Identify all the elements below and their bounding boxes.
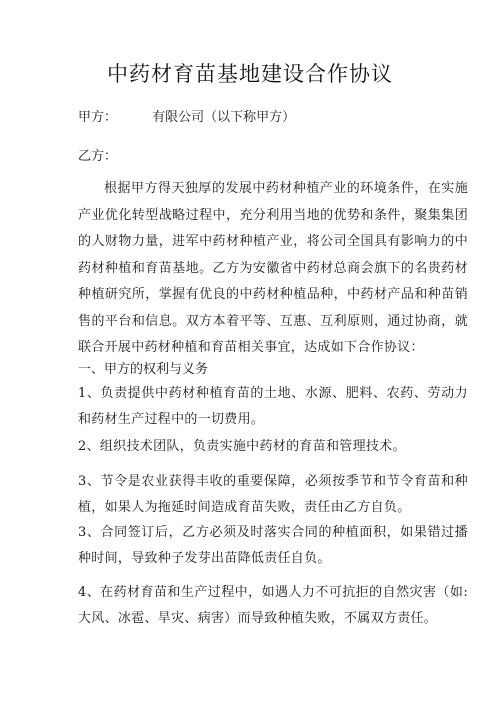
party-a-value: 有限公司（以下称甲方）	[152, 110, 296, 125]
clause-3b: 3、合同签订后，乙方必须及时落实合同的种植面积，如果错过播种时间，导致种子发芽出苗降低责任自负。	[78, 525, 468, 566]
party-a-label: 甲方：	[78, 110, 118, 125]
party-b-label: 乙方：	[78, 149, 118, 164]
party-b-line	[78, 145, 148, 164]
section-one-heading: 一、甲方的权利与义务	[78, 362, 209, 377]
intro-paragraph: 根据甲方得天独厚的发展中药材种植产业的环境条件，在实施产业优化转型战略过程中，充分利用当地的优势和条件，聚集集团的人财物力量，进军中药材种植产业，将公司全国具有影响力的中药材种植和育苗基地。乙方为安徽省中药材总商会旗下的名贵药材种植研究所，掌握有优良的中药材种植品种，中药材产品和种苗销售的平台和信息。双方本着平等、互惠、互利原则，通过协商，就联合开展中药材种植和育苗相关事宜，达成如下合作协议：	[78, 181, 468, 355]
party-a-line	[78, 106, 295, 125]
clause-1: 1、负责提供中药材种植育苗的土地、水源、肥料、农药、劳动力和药材生产过程中的一切费用。	[78, 386, 468, 427]
clause-4: 4、在药材育苗和生产过程中，如遇人力不可抗拒的自然灾害（如:大风、冰雹、旱灾、病害）而导致种植失败，不属双方责任。	[78, 585, 468, 626]
clause-3: 3、节令是农业获得丰收的重要保障，必须按季节和节令育苗和种植，如果人为拖延时间造成育苗失败，责任由乙方自负。	[78, 474, 468, 515]
clause-2: 2、组织技术团队，负责实施中药材的育苗和管理技术。	[78, 439, 406, 454]
document-title: 中药材育苗基地建设合作协议	[107, 62, 393, 86]
